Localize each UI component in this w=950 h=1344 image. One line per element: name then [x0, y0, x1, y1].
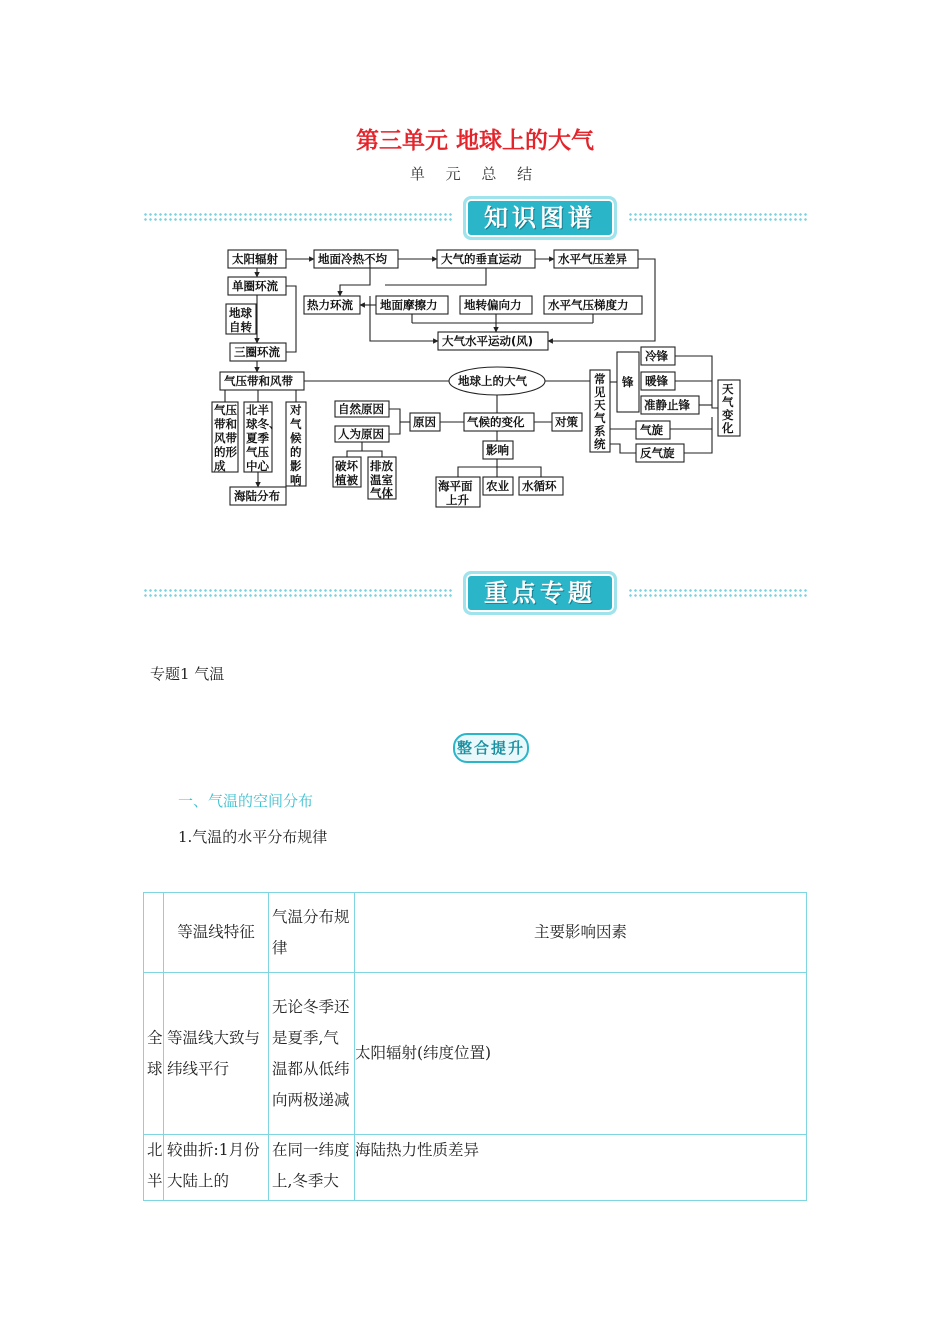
svg-text:常: 常 — [594, 372, 606, 386]
svg-text:见: 见 — [594, 385, 606, 399]
svg-text:北半: 北半 — [246, 403, 269, 417]
concept-map — [200, 245, 760, 515]
svg-text:球冬、: 球冬、 — [246, 417, 281, 431]
svg-text:上升: 上升 — [446, 493, 469, 507]
svg-text:自然原因: 自然原因 — [338, 402, 384, 416]
table-cell: 太阳辐射(纬度位置) — [355, 973, 807, 1135]
svg-text:气候的变化: 气候的变化 — [467, 415, 525, 429]
svg-text:风带: 风带 — [214, 431, 237, 445]
svg-text:变: 变 — [722, 408, 734, 422]
cm-friction: 地面摩擦力 — [380, 298, 438, 312]
svg-text:天: 天 — [722, 382, 734, 396]
svg-text:气: 气 — [290, 417, 302, 431]
page-subtitle: 单 元 总 结 — [409, 165, 541, 183]
svg-text:天: 天 — [594, 398, 606, 412]
dotted-divider-left-2 — [143, 588, 453, 598]
table-header-cell: 等温线特征 — [164, 893, 269, 973]
svg-text:系: 系 — [594, 424, 606, 438]
svg-text:化: 化 — [722, 421, 734, 435]
cm-land-sea: 海陆分布 — [234, 489, 280, 503]
cm-coriolis: 地转偏向力 — [464, 298, 522, 312]
svg-text:人为原因: 人为原因 — [338, 427, 384, 441]
table-row — [144, 1135, 807, 1201]
table-cell: 等温线大致与纬线平行 — [164, 973, 269, 1135]
svg-text:候: 候 — [290, 431, 302, 445]
dotted-divider-right — [628, 212, 808, 222]
table-header-row — [144, 893, 807, 973]
svg-text:统: 统 — [594, 437, 606, 451]
svg-text:对: 对 — [290, 403, 302, 417]
svg-text:带和: 带和 — [214, 417, 237, 431]
svg-text:气压: 气压 — [214, 403, 237, 417]
table-cell: 在同一纬度上,冬季大 — [269, 1135, 355, 1201]
svg-text:气体: 气体 — [370, 486, 393, 500]
cm-belts: 气压带和风带 — [224, 374, 293, 388]
table-header-cell: 主要影响因素 — [355, 893, 807, 973]
svg-text:反气旋: 反气旋 — [640, 446, 675, 460]
page-title: 第三单元 地球上的大气 — [355, 127, 594, 154]
table-cell: 较曲折:1月份大陆上的 — [164, 1135, 269, 1201]
table-cell: 全球 — [144, 973, 164, 1135]
svg-text:排放: 排放 — [370, 459, 393, 473]
svg-text:气: 气 — [594, 411, 606, 425]
svg-text:对策: 对策 — [555, 415, 578, 429]
svg-text:原因: 原因 — [413, 415, 436, 429]
svg-text:温室: 温室 — [370, 473, 393, 487]
cm-uneven-heating: 地面冷热不均 — [318, 252, 387, 266]
svg-text:冷锋: 冷锋 — [645, 349, 668, 363]
table-header-cell — [144, 893, 164, 973]
cm-solar-radiation: 太阳辐射 — [232, 252, 278, 266]
subsection-heading: 1.气温的水平分布规律 — [178, 828, 328, 846]
key-topics-banner: 重点专题 — [463, 571, 617, 615]
dotted-divider-right-2 — [628, 588, 808, 598]
table-cell: 海陆热力性质差异 — [355, 1135, 807, 1201]
dotted-divider-left — [143, 212, 453, 222]
svg-text:气压: 气压 — [246, 445, 269, 459]
integration-badge: 整合提升 — [453, 733, 529, 763]
svg-text:水循环: 水循环 — [522, 479, 557, 493]
cm-pressure-diff: 水平气压差异 — [558, 252, 627, 266]
svg-text:成: 成 — [214, 459, 226, 473]
cm-earth: 地球 — [229, 306, 252, 320]
table-cell: 无论冬季还是夏季,气温都从低纬向两极递减 — [269, 973, 355, 1135]
table-header-cell: 气温分布规律 — [269, 893, 355, 973]
cm-single-cell: 单圈环流 — [232, 279, 278, 293]
svg-text:锋: 锋 — [622, 375, 634, 389]
knowledge-map-banner: 知识图谱 — [463, 196, 617, 240]
cm-center: 地球上的大气 — [458, 374, 527, 388]
section-heading: 一、气温的空间分布 — [178, 792, 314, 810]
svg-text:的: 的 — [290, 445, 302, 459]
cm-pgf: 水平气压梯度力 — [548, 298, 629, 312]
cm-three-cell: 三圈环流 — [234, 345, 280, 359]
svg-text:准静止锋: 准静止锋 — [644, 398, 690, 412]
svg-text:破坏: 破坏 — [335, 459, 358, 473]
svg-text:影: 影 — [290, 459, 302, 473]
svg-text:气: 气 — [722, 395, 734, 409]
cm-wind: 大气水平运动(风) — [442, 334, 534, 348]
svg-text:海平面: 海平面 — [438, 479, 473, 493]
svg-text:的形: 的形 — [214, 445, 237, 459]
topic-heading: 专题1 气温 — [150, 665, 225, 683]
cm-thermal-circulation: 热力环流 — [307, 298, 353, 312]
svg-text:农业: 农业 — [486, 479, 509, 493]
svg-text:响: 响 — [290, 473, 302, 487]
svg-text:夏季: 夏季 — [246, 431, 269, 445]
cm-vertical-motion: 大气的垂直运动 — [441, 252, 522, 266]
svg-text:影响: 影响 — [486, 443, 509, 457]
svg-text:气旋: 气旋 — [640, 423, 663, 437]
svg-text:中心: 中心 — [246, 459, 269, 473]
table-row — [144, 973, 807, 1135]
table-cell: 北半 — [144, 1135, 164, 1201]
svg-text:植被: 植被 — [335, 473, 358, 487]
cm-rotation: 自转 — [229, 320, 252, 334]
temperature-table — [143, 892, 807, 1201]
svg-text:暖锋: 暖锋 — [645, 374, 668, 388]
